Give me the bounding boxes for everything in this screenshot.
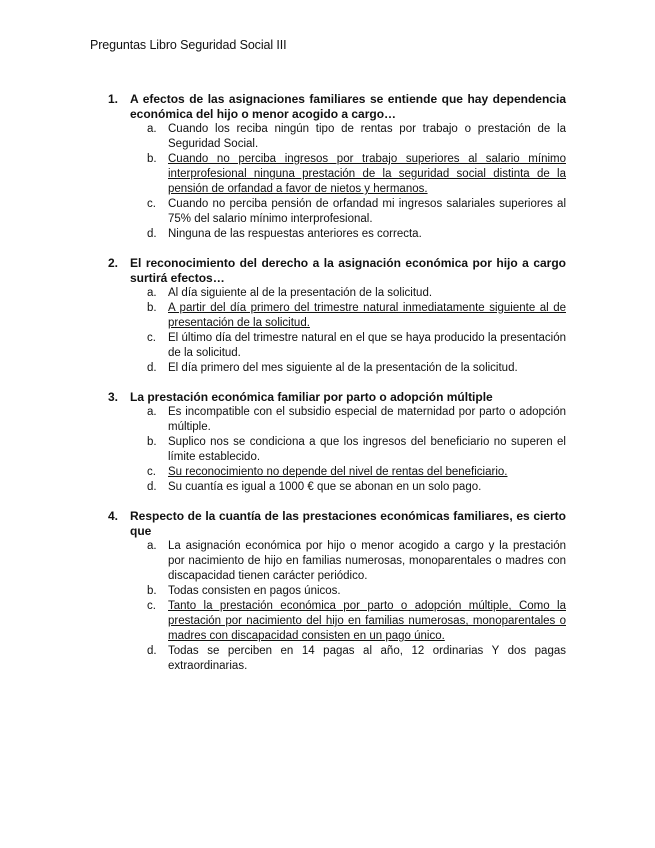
question-stem <box>108 256 566 286</box>
question-number: 1. <box>108 92 119 106</box>
option-a <box>147 122 566 152</box>
option-b <box>147 435 566 465</box>
option-text: Cuando los reciba ningún tipo de rentas por trabajo o prestación de la Seguridad Social. <box>168 123 566 150</box>
option-letter: d. <box>147 645 157 657</box>
question-4 <box>108 509 566 674</box>
option-text: El último día del trimestre natural en el que se haya producido la presentación de la solicitud. <box>168 332 566 359</box>
option-letter: c. <box>147 466 156 478</box>
option-text: Ninguna de las respuestas anteriores es correcta. <box>168 228 422 240</box>
question-stem <box>108 92 566 122</box>
correct-option-text: A partir del día primero del trimestre natural inmediatamente siguiente al de presentación de la solicitud. <box>168 302 566 329</box>
question-number: 4. <box>108 509 119 523</box>
option-b <box>147 584 566 599</box>
option-d <box>147 227 566 242</box>
option-text: Todas consisten en pagos únicos. <box>168 585 341 597</box>
option-letter: b. <box>147 436 157 448</box>
option-letter: d. <box>147 481 157 493</box>
question-1 <box>108 92 566 242</box>
answer-options <box>147 405 566 495</box>
option-a <box>147 286 566 301</box>
option-text: La asignación económica por hijo o menor acogido a cargo y la prestación por nacimiento de hijo en familias numerosas, monoparentales o madres con discapacidad tienen carácter periódico. <box>168 540 566 582</box>
question-stem <box>108 509 566 539</box>
answer-options <box>147 286 566 376</box>
option-letter: a. <box>147 123 157 135</box>
question-text: El reconocimiento del derecho a la asignación económica por hijo a cargo surtirá efectos… <box>130 256 566 285</box>
option-text: Al día siguiente al de la presentación de la solicitud. <box>168 287 433 299</box>
option-text: Su cuantía es igual a 1000 € que se abonan en un solo pago. <box>168 481 482 493</box>
option-text: El día primero del mes siguiente al de la presentación de la solicitud. <box>168 362 518 374</box>
option-d <box>147 644 566 674</box>
question-text: A efectos de las asignaciones familiares se entiende que hay dependencia económica del hijo o menor acogido a cargo… <box>130 92 566 121</box>
question-number: 3. <box>108 390 119 404</box>
option-a <box>147 539 566 584</box>
question-text: La prestación económica familiar por parto o adopción múltiple <box>130 390 493 404</box>
question-number: 2. <box>108 256 119 270</box>
answer-options <box>147 122 566 242</box>
question-list <box>108 92 566 688</box>
option-letter: b. <box>147 302 157 314</box>
option-letter: a. <box>147 406 157 418</box>
page-header: Preguntas Libro Seguridad Social III <box>90 38 287 52</box>
question-stem <box>108 390 566 405</box>
option-text: Cuando no perciba pensión de orfandad mi ingresos salariales superiores al 75% del salario mínimo interprofesional. <box>168 198 566 225</box>
question-text: Respecto de la cuantía de las prestaciones económicas familiares, es cierto que <box>130 509 566 538</box>
correct-option-text: Su reconocimiento no depende del nivel de rentas del beneficiario. <box>168 466 508 478</box>
question-3 <box>108 390 566 495</box>
option-letter: c. <box>147 600 156 612</box>
option-letter: b. <box>147 585 157 597</box>
option-letter: c. <box>147 332 156 344</box>
option-d <box>147 361 566 376</box>
option-letter: b. <box>147 153 157 165</box>
option-d <box>147 480 566 495</box>
option-c <box>147 599 566 644</box>
option-letter: a. <box>147 287 157 299</box>
option-text: Suplico nos se condiciona a que los ingresos del beneficiario no superen el límite establecido. <box>168 436 566 463</box>
answer-options <box>147 539 566 674</box>
correct-option-text: Tanto la prestación económica por parto o adopción múltiple, Como la prestación por nacimiento del hijo en familias numerosas, monoparentales o madres con discapacidad consisten en un pago único. <box>168 600 566 642</box>
option-letter: c. <box>147 198 156 210</box>
option-letter: a. <box>147 540 157 552</box>
option-c <box>147 331 566 361</box>
option-b <box>147 301 566 331</box>
option-b <box>147 152 566 197</box>
option-c <box>147 465 566 480</box>
option-text: Es incompatible con el subsidio especial de maternidad por parto o adopción múltiple. <box>168 406 566 433</box>
option-letter: d. <box>147 228 157 240</box>
option-letter: d. <box>147 362 157 374</box>
option-a <box>147 405 566 435</box>
option-c <box>147 197 566 227</box>
correct-option-text: Cuando no perciba ingresos por trabajo superiores al salario mínimo interprofesional ninguna prestación de la seguridad social distinta de la pensión de orfandad a favor de nietos y hermanos. <box>168 153 566 195</box>
option-text: Todas se perciben en 14 pagas al año, 12 ordinarias Y dos pagas extraordinarias. <box>168 645 566 672</box>
question-2 <box>108 256 566 376</box>
